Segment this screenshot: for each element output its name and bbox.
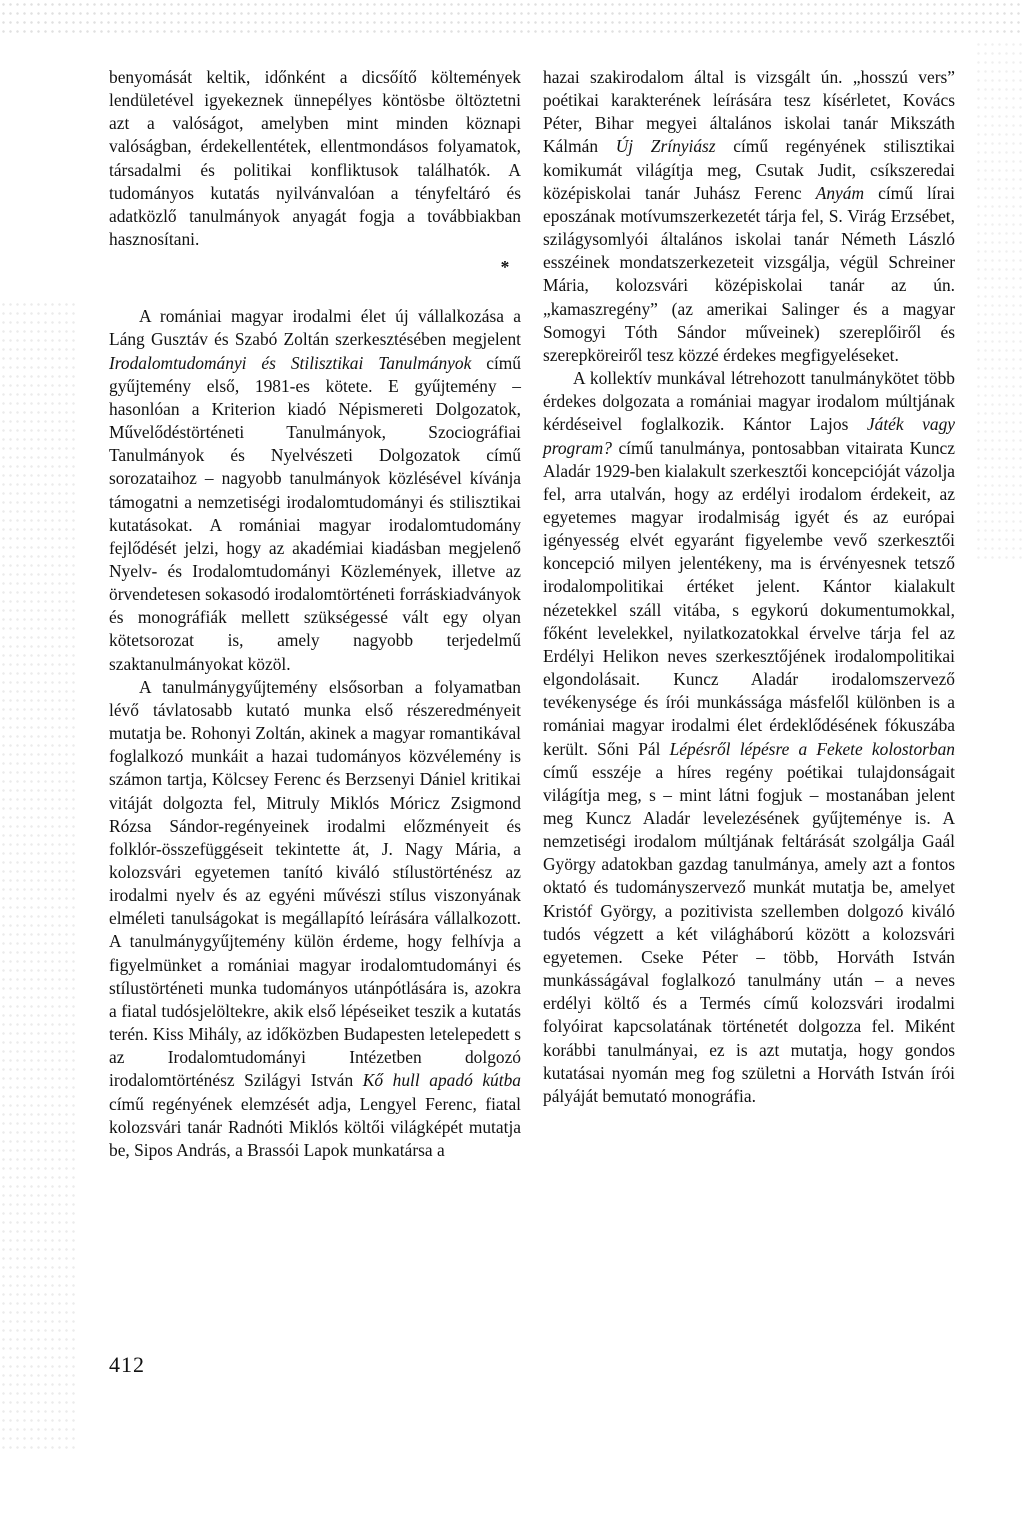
- section-asterisk: *: [500, 257, 510, 278]
- italic-title: Új Zrínyiász: [615, 136, 716, 157]
- italic-title: Lépésről lépésre a Fekete kolostorban: [669, 738, 955, 759]
- left-paragraph-1: benyomását keltik, időnként a dicsőítő költemények lendületével igyekeznek ünnepélyes köntösbe öltöztetni azt a valóságot, amelyben mint minden köznapi valóságban, érdekellentétek, ellentmondásos folyamatok, társadalmi és politikai konfliktusok találhatók. A tudományos kutatás nyilvánvalóan a tényfeltáró és adatközlő tanulmányok anyagát fogja a továbbiakban hasznosítani.: [109, 67, 521, 250]
- scan-noise-left: [0, 300, 75, 1450]
- italic-title: Irodalomtudományi és Stilisztikai Tanulmányok: [109, 352, 472, 373]
- scan-noise-top: [0, 0, 1024, 38]
- italic-title: Játék vagy program?: [543, 414, 955, 458]
- scan-noise-right: [975, 40, 1024, 560]
- left-column: [109, 66, 521, 1162]
- right-column: [543, 66, 955, 1108]
- left-paragraph-3: A tanulmánygyűjtemény elsősorban a folyamatban lévő távlatosabb kutató munka első részeredményeit mutatja be. Rohonyi Zoltán, akinek a magyar romantikával foglalkozó munkáit a hazai tudományos közvélemény is számon tartja, Kölcsey Ferenc és Berzsenyi Dániel kritikai vitáját dolgozta fel, Mitruly Miklós Móricz Zsigmond Rózsa Sándor-regényeinek irodalmi előzményeit és folklór-összefüggéseit tekintette át, J. Nagy Mária, a kolozsvári egyetemen tanító kiváló stílustörténész az irodalmi nyelv és az egyéni művészi stílus viszonyának elméleti tanulságokat is megállapító leírására vállalkozott. A tanulmánygyűjtemény külön érdeme, hogy felhívja a figyelmünket a romániai magyar irodalomtudományi és stílustörténeti munka tudományos utánpótlására is, azokra a fiatal tudósjelöltekre, akik első lépéseiket teszik a kutatás terén. Kiss Mihály, az időközben Budapesten letelepedett s az Irodalomtudományi Intézetben dolgozó irodalomtörténész Szilágyi István Kő hull apadó kútba című regényének elemzését adja, Lengyel Ferenc, fiatal kolozsvári tanár Radnóti Miklós költői világképét mutatja be, Sipos András, a Brassói Lapok munkatársa a: [109, 676, 521, 1160]
- left-paragraph-2: A romániai magyar irodalmi élet új vállalkozása a Láng Gusztáv és Szabó Zoltán szerkesztésében megjelent Irodalomtudományi és Stilisztikai Tanulmányok című gyűjtemény első, 1981-es kötete. E gyűjtemény – hasonlóan a Kriterion kiadó Népismereti Dolgozatok, Művelődéstörténeti Tanulmányok, Szociográfiai Tanulmányok és Nyelvészeti Dolgozatok című sorozataihoz – nagyobb tanulmányok közlésével kívánja támogatni a nemzetiségi irodalomtudományi és stilisztikai kutatásokat. A romániai magyar irodalomtudomány fejlődését jelzi, hogy az akadémiai kiadásban megjelenő Nyelv- és Irodalomtudományi Közlemények, illetve az örvendetesen sokasodó irodalomtörténeti forráskiadványok és monográfiák mellett szükségessé vált egy olyan kötetsorozat is, amely nagyobb terjedelmű szaktanulmányokat közöl.: [109, 306, 521, 674]
- italic-title: Kő hull apadó kútba: [362, 1070, 521, 1091]
- right-paragraph-2: A kollektív munkával létrehozott tanulmánykötet több érdekes dolgozata a romániai magyar irodalom múltjának kérdéseivel foglalkozik. Kántor Lajos Játék vagy program? című tanulmánya, pontosabban vitairata Kuncz Aladár 1929-ben kialakult szerkesztői koncepcióját vázolja fel, arra utalván, hogy az erdélyi irodalom érdekeit, az egyetemes magyar irodalmiság igyét és az európai igényesség elvét egyaránt figyelembe vevő szerkesztői koncepció milyen jelentékeny, ma is érvényesnek tetsző irodalompolitikai értéket jelent. Kántor kialakult nézetekkel száll vitába, s egykorú dokumentumokkal, főként levelekkel, nyilatkozatokkal érvelve tárja fel az Erdélyi Helikon neves szerkesztőjének irodalompolitikai elgondolásait. Kuncz Aladár irodalomszervező tevékenysége és írói munkássága másfelől különben is a romániai magyar irodalmi élet érdeklődésének fókuszába került. Sőni Pál Lépésről lépésre a Fekete kolostorban című esszéje a híres regény poétikai tulajdonságait világítja meg, s – mint látni fogjuk – mostanában jelent meg Kuncz Aladár levelezésének gyűjteménye is. A nemzetiségi irodalom múltjának feltárását szolgálja Gaál György adatokban gazdag tanulmánya, amely azt a fontos oktató és tudományszervező munkát mutatja be, amelyet Kristóf György, a pozitivista szellemben dolgozó kiváló tudós végzett a két világháború között a kolozsvári egyetemen. Cseke Péter – több, Horváth István munkásságával foglalkozó tanulmány után – a neves erdélyi költő és a Termés című kolozsvári irodalmi folyóirat kapcsolatának történetét dolgozza fel. Miként korábbi tanulmányai, ez is azt mutatja, hogy gondos kutatásai nyomán meg fog születni a Horváth István írói pályáját bemutató monográfia.: [543, 368, 955, 1106]
- page-number: 412: [109, 1352, 145, 1377]
- right-paragraph-1: hazai szakirodalom által is vizsgált ún. „hosszú vers” poétikai karakterének leírására tesz kísérletet, Kovács Péter, Bihar megyei általános iskolai tanár Mikszáth Kálmán Új Zrínyiász című regényének stilisztikai komikumát világítja meg, Csutak Judit, csíkszeredai középiskolai tanár Juhász Ferenc Anyám című lírai eposzának motívumszerkezetét tárja fel, S. Virág Erzsébet, szilágysomlyói általános iskolai tanár Németh László esszéinek mondatszerkezeteit vizsgálja, végül Schreiner Mária, kolozsvári középiskolai tanár az ún. „kamaszregény” (az amerikai Salinger és a magyar Somogyi Tóth Sándor műveinek) szereplőiről és szerepköreiről tesz közzé érdekes megfigyeléseket.: [543, 67, 955, 365]
- italic-title: Anyám: [815, 182, 865, 203]
